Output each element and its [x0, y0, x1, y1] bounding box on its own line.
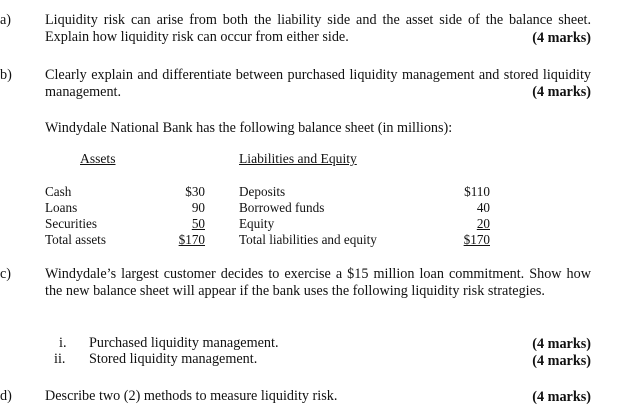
asset-total-underlined: $170 [178, 232, 205, 247]
liability-label: Equity [239, 216, 275, 231]
liability-total-underlined: $170 [463, 232, 490, 247]
liability-value: $110 [464, 184, 490, 199]
question-b-label: b) [0, 67, 12, 83]
balance-sheet-intro: Windydale National Bank has the following balance sheet (in millions): [45, 120, 453, 136]
question-d-text: Describe two (2) methods to measure liquidity risk. [45, 388, 338, 404]
question-b-marks: (4 marks) [532, 84, 591, 100]
question-a-label: a) [0, 12, 12, 28]
asset-value-underlined: 50 [191, 216, 205, 231]
asset-label: Loans [45, 200, 78, 215]
liability-value [440, 232, 490, 248]
question-c-text: Windydale’s largest customer decides to exercise a $15 million loan commitment. Show how the new balance sheet will appear if the bank uses the following liquidity risk strategies. [45, 266, 591, 299]
asset-label: Total assets [45, 232, 106, 247]
liability-value [440, 216, 490, 232]
liability-value-underlined: 20 [476, 216, 490, 231]
sub-item-marks: (4 marks) [532, 336, 591, 352]
question-a-marks: (4 marks) [532, 30, 591, 46]
liability-label: Deposits [239, 184, 286, 199]
asset-value [160, 216, 205, 232]
asset-label: Cash [45, 184, 72, 199]
asset-value [160, 232, 205, 248]
sub-item-marks: (4 marks) [532, 353, 591, 369]
liability-label: Borrowed funds [239, 200, 325, 215]
question-b-text: Clearly explain and differentiate between purchased liquidity management and stored liquidity management. [45, 67, 591, 100]
question-d-marks: (4 marks) [532, 389, 591, 405]
sub-item-text: Stored liquidity management. [89, 351, 258, 367]
sub-item-text: Purchased liquidity management. [89, 335, 279, 351]
sub-item-number: i. [59, 335, 67, 351]
asset-value: 90 [191, 200, 205, 215]
liability-value: 40 [476, 200, 490, 215]
asset-label: Securities [45, 216, 98, 231]
question-a-text: Liquidity risk can arise from both the liability side and the asset side of the balance sheet. Explain how liquidity risk can occur from either side. [45, 12, 591, 45]
assets-header: Assets [80, 151, 116, 166]
liabilities-header: Liabilities and Equity [239, 151, 357, 166]
liability-label: Total liabilities and equity [239, 232, 377, 247]
question-d-label: d) [0, 388, 12, 404]
sub-item-number: ii. [54, 351, 66, 367]
question-c-label: c) [0, 266, 12, 282]
asset-value: $30 [185, 184, 205, 199]
